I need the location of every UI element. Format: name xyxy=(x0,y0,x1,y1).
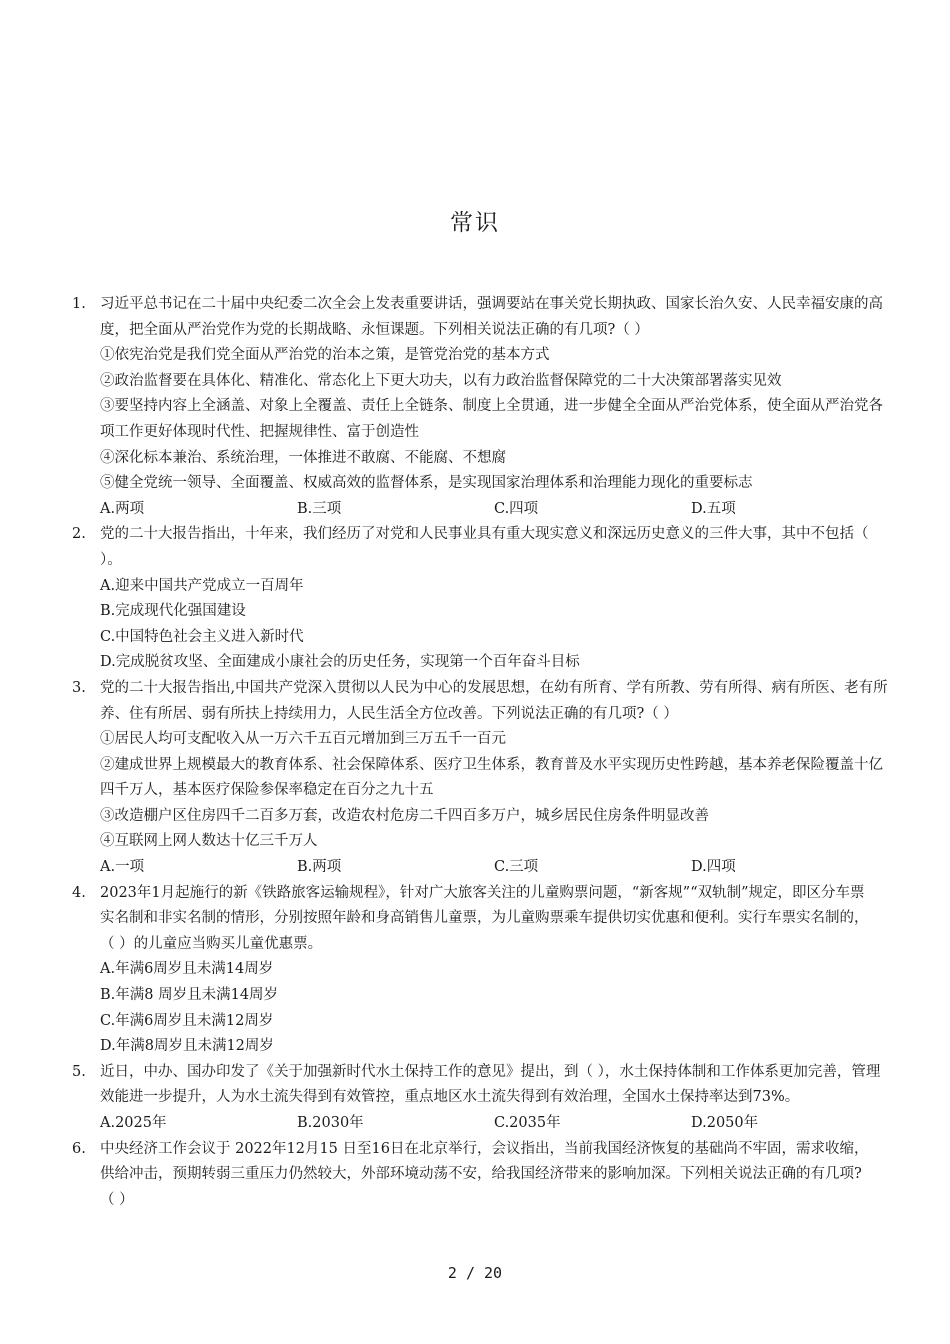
answer-options xyxy=(100,855,888,881)
page-title: 常识 xyxy=(450,210,500,236)
statement-item: ③改造棚户区住房四千二百多万套，改造农村危房二千四百多万户，城乡居民住房条件明显改善 xyxy=(100,807,709,824)
option-d: D.2050年 xyxy=(691,1115,759,1131)
question-3 xyxy=(72,676,888,881)
option-d: D.四项 xyxy=(691,859,736,876)
option-d: D.年满8周岁且未满12周岁 xyxy=(100,1038,274,1055)
option-c: C.中国特色社会主义进入新时代 xyxy=(100,628,304,645)
question-stem: 习近平总书记在二十届中央纪委二次全会上发表重要讲话，强调要站在事关党长期执政、国家长治久安、人民幸福安康的高度，把全面从严治党作为党的长期战略、永恒课题。下列相关说法正确的有几项?（ ） xyxy=(100,296,883,338)
statement-item: ⑤健全党统一领导、全面覆盖、权威高效的监督体系，是实现国家治理体系和治理能力现化的重要标志 xyxy=(100,475,753,492)
option-a: A.2025年 xyxy=(100,1115,167,1131)
option-c: C.2035年 xyxy=(494,1115,561,1131)
answer-options xyxy=(100,1111,888,1137)
answer-options xyxy=(100,957,872,1059)
option-b: B.年满8 周岁且未满14周岁 xyxy=(100,987,279,1004)
question-number: 4. xyxy=(72,884,86,901)
option-c: C.三项 xyxy=(494,859,539,876)
option-b: B.三项 xyxy=(297,500,342,517)
statement-item: ④深化标本兼治、系统治理，一体推进不敢腐、不能腐、不想腐 xyxy=(100,449,506,466)
question-list xyxy=(72,292,888,1213)
question-2 xyxy=(72,522,872,676)
question-4 xyxy=(72,881,872,1060)
question-stem: 近日，中办、国办印发了《关于加强新时代水土保持工作的意见》提出，到（ ），水土保持体制和工作体系更加完善，管理效能进一步提升，人为水土流失得到有效管控，重点地区水土流失得到有效治理，全国水土保持率达到73%。 xyxy=(100,1063,881,1106)
option-b: B.2030年 xyxy=(297,1115,364,1131)
statement-item: ①居民人均可支配收入从一万六千五百元增加到三万五千一百元 xyxy=(100,731,506,748)
question-5 xyxy=(72,1060,881,1137)
option-a: A.一项 xyxy=(100,859,145,876)
option-d: D.五项 xyxy=(691,500,736,517)
option-b: B.两项 xyxy=(297,859,342,876)
question-stem: 2023年1月起施行的新《铁路旅客运输规程》，针对广大旅客关注的儿童购票问题，“新客规”“双轨制”规定，即区分车票实名制和非实名制的情形，分别按照年龄和身高销售儿童票，为儿童购票乘车提供切实优惠和便利。实行车票实名制的，（ ）的儿童应当购买儿童优惠票。 xyxy=(100,884,869,952)
question-stem: 中央经济工作会议于 2022年12月15 日至16日在北京举行，会议指出，当前我国经济恢复的基础尚不牢固，需求收缩，供给冲击，预期转弱三重压力仍然较大，外部环境动荡不安，给我国经济带来的影响加深。下列相关说法正确的有几项?（ ） xyxy=(100,1140,869,1208)
question-number: 6. xyxy=(72,1140,86,1157)
question-6 xyxy=(72,1137,872,1214)
question-stem: 党的二十大报告指出,中国共产党深入贯彻以人民为中心的发展思想，在幼有所育、学有所教、劳有所得、病有所医、老有所养、住有所居、弱有所扶上持续用力，人民生活全方位改善。下列说法正确的有几项?（ ） xyxy=(100,679,888,722)
question-number: 3. xyxy=(72,679,86,696)
option-a: A.两项 xyxy=(100,500,145,517)
statement-item: ③要坚持内容上全涵盖、对象上全覆盖、责任上全链条、制度上全贯通，进一步健全全面从严治党体系，使全面从严治党各项工作更好体现时代性、把握规律性、富于创造性 xyxy=(100,398,883,440)
statement-item: ②建成世界上规模最大的教育体系、社会保障体系、医疗卫生体系，教育普及水平实现历史性跨越，基本养老保险覆盖十亿四千万人，基本医疗保险参保率稳定在百分之九十五 xyxy=(100,756,883,799)
option-a: A.迎来中国共产党成立一百周年 xyxy=(100,577,304,594)
question-stem: 党的二十大报告指出，十年来，我们经历了对党和人民事业具有重大现实意义和深远历史意义的三件大事，其中不包括（ ）。 xyxy=(100,526,869,568)
question-number: 5. xyxy=(72,1063,86,1080)
page-number: 2 / 20 xyxy=(447,1264,503,1282)
question-number: 2. xyxy=(72,526,86,543)
option-c: C.四项 xyxy=(494,500,539,517)
option-c: C.年满6周岁且未满12周岁 xyxy=(100,1012,274,1029)
statement-item: ④互联网上网人数达十亿三千万人 xyxy=(100,833,318,850)
statement-item: ①依宪治党是我们党全面从严治党的治本之策，是管党治党的基本方式 xyxy=(100,347,550,364)
option-a: A.年满6周岁且未满14周岁 xyxy=(100,961,274,978)
statement-item: ②政治监督要在具体化、精准化、常态化上下更大功夫，以有力政治监督保障党的二十大决策部署落实见效 xyxy=(100,372,782,389)
answer-options xyxy=(100,497,888,523)
question-number: 1. xyxy=(72,296,86,312)
option-b: B.完成现代化强国建设 xyxy=(100,603,246,620)
question-1 xyxy=(72,292,883,522)
option-d: D.完成脱贫攻坚、全面建成小康社会的历史任务，实现第一个百年奋斗目标 xyxy=(100,654,580,671)
